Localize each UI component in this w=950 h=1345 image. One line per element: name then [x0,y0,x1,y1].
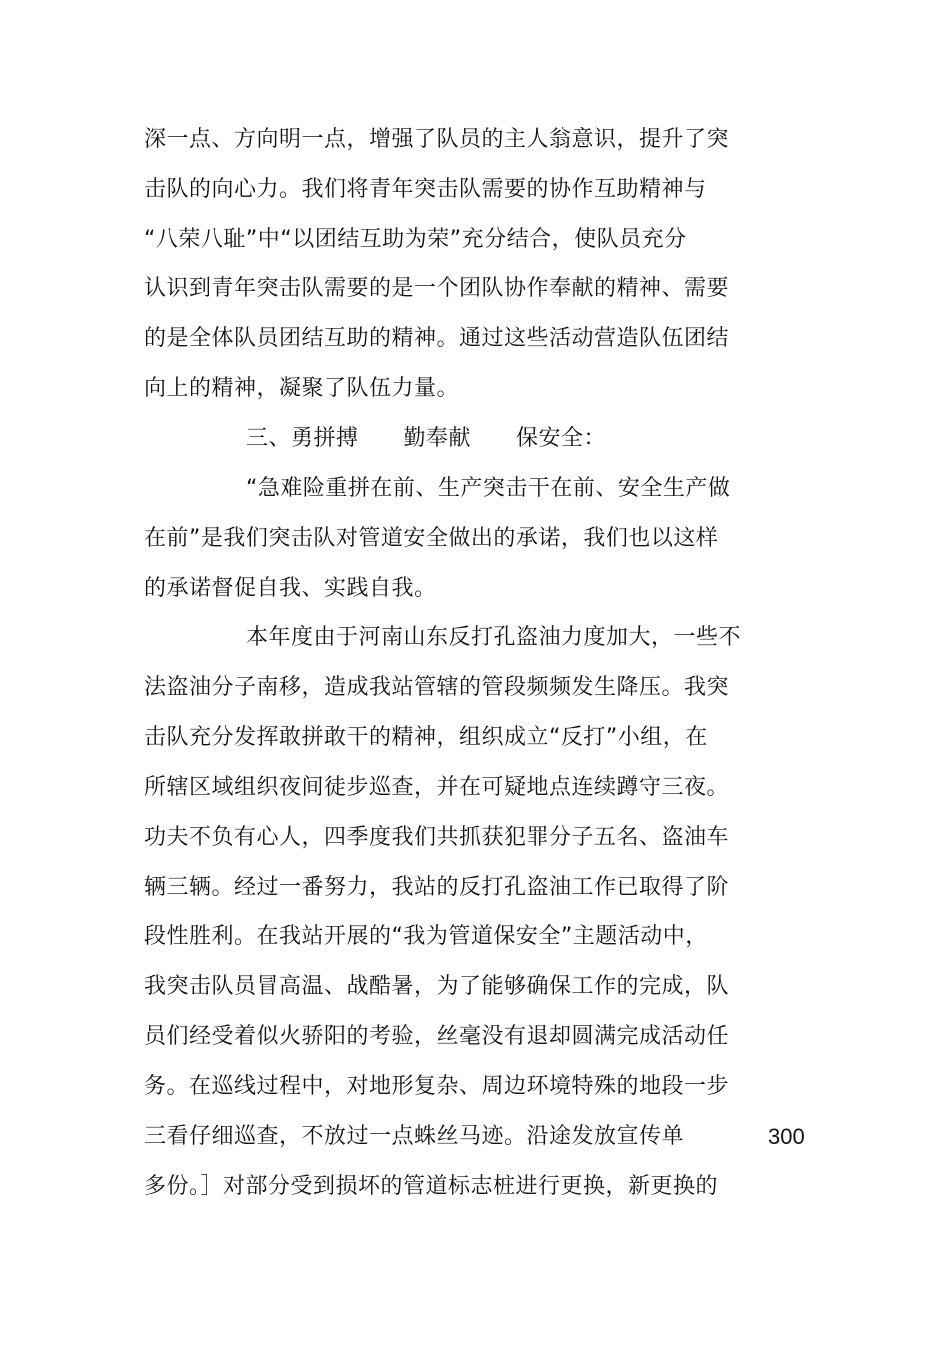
body-text-line: 功夫不负有心人，四季度我们共抓获犯罪分子五名、盗油车 [144,825,730,850]
body-text-line: 的承诺督促自我、实践自我。 [144,576,437,601]
body-text-line: 辆三辆。经过一番努力，我站的反打孔盗油工作已取得了阶 [144,875,730,900]
body-text-line: 法盗油分子南移，造成我站管辖的管段频频发生降压。我突 [144,675,730,700]
body-text-line: 的是全体队员团结互助的精神。通过这些活动营造队伍团结 [144,326,730,351]
body-text-line: “八荣八耻”中“以团结互助为荣”充分结合，使队员充分 [144,227,687,252]
body-text-line: “急难险重拼在前、生产突击干在前、安全生产做 [246,476,731,501]
body-text-line: 我突击队员冒高温、战酷暑，为了能够确保工作的完成，队 [144,974,730,999]
inline-number: 300 [768,1124,805,1149]
body-text-line: 员们经受着似火骄阳的考验，丝毫没有退却圆满完成活动任 [144,1024,730,1049]
body-text-line: 三看仔细巡查，不放过一点蛛丝马迹。沿途发放宣传单 [144,1124,685,1149]
body-text-line: 务。在巡线过程中，对地形复杂、周边环境特殊的地段一步 [144,1074,730,1099]
body-text-line: 所辖区域组织夜间徒步巡查，并在可疑地点连续蹲守三夜。 [144,775,730,800]
body-text-line: 向上的精神，凝聚了队伍力量。 [144,376,460,401]
body-text-line: 本年度由于河南山东反打孔盗油力度加大，一些不 [246,625,742,650]
body-text-line: 多份。］对部分受到损坏的管道标志桩进行更换，新更换的 [144,1174,719,1199]
body-text-line: 段性胜利。在我站开展的“我为管道保安全”主题活动中， [144,924,708,949]
body-text-line: 击队充分发挥敢拼敢干的精神，组织成立“反打”小组，在 [144,725,708,750]
body-text-line: 认识到青年突击队需要的是一个团队协作奉献的精神、需要 [144,276,730,301]
body-text-line: 深一点、方向明一点，增强了队员的主人翁意识，提升了突 [144,127,730,152]
body-text-line: 击队的向心力。我们将青年突击队需要的协作互助精神与 [144,177,707,202]
section-heading: 三、勇拼搏 勤奉献 保安全： [246,426,607,451]
body-text-line: 在前”是我们突击队对管道安全做出的承诺，我们也以这样 [144,526,719,551]
